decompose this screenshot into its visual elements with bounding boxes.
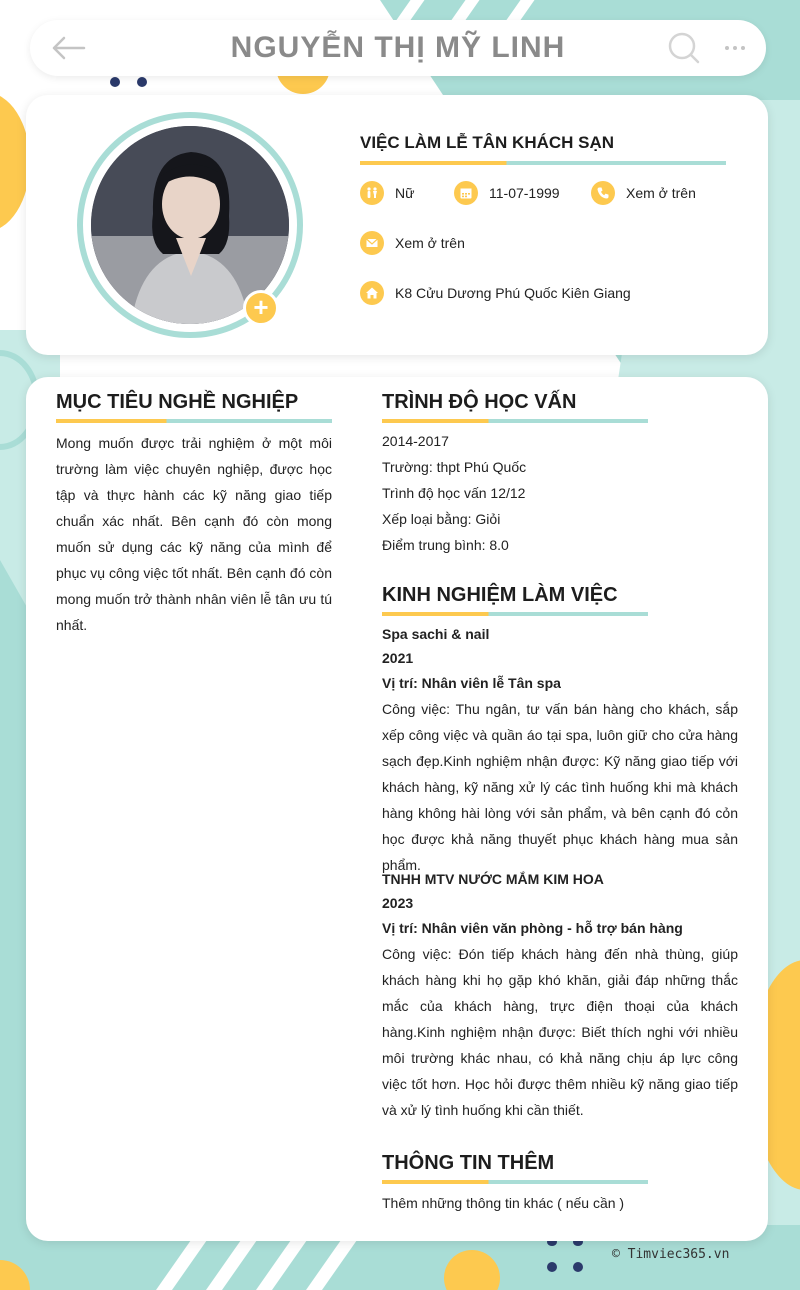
experience-job-2	[382, 867, 738, 1123]
phone-item	[591, 181, 696, 205]
birthday-value: 11-07-1999	[489, 185, 560, 201]
objective-text: Mong muốn được trải nghiệm ở một môi trường làm việc chuyên nghiệp, được học tập và thực hành các kỹ năng giao tiếp chuẩn xác nhất. Bên cạnh đó còn mong muốn sử dụng các kỹ năng của mình để phục vụ công việc tốt nhất. Bên cạnh đó còn mong muốn trở thành nhân viên lễ tân ưu tú nhất.	[56, 435, 332, 633]
objective-underline	[56, 419, 332, 423]
education-period: 2014-2017	[382, 433, 449, 449]
education-title: TRÌNH ĐỘ HỌC VẤN	[382, 391, 577, 413]
job-year: 2021	[382, 650, 414, 666]
job-description: Công việc: Thu ngân, tư vấn bán hàng cho khách, sắp xếp công việc và quần áo tại spa, luôn giữ cho cửa hàng sạch đẹp.Kinh nghiệm nhận được: Kỹ năng giao tiếp với khách hàng, kỹ năng xử lý các tình huống khi mà khách hàng không hài lòng với sản phẩm, và bên cạnh đó cỏn học được khả năng thuyết phục khách hàng mua sản phẩm.	[382, 701, 738, 873]
gender-item	[360, 181, 414, 205]
profile-card	[26, 95, 768, 355]
education-gpa: Điểm trung bình: 8.0	[382, 537, 509, 553]
header-bar	[30, 20, 766, 76]
job-year: 2023	[382, 895, 414, 911]
education-school: Trường: thpt Phú Quốc	[382, 459, 527, 475]
education-rank: Xếp loại bằng: Giỏi	[382, 511, 501, 527]
education-underline	[382, 419, 648, 423]
gender-value: Nữ	[395, 185, 415, 201]
search-icon[interactable]	[666, 30, 702, 66]
education-details	[382, 428, 738, 558]
experience-underline	[382, 612, 648, 616]
additional-underline	[382, 1180, 648, 1184]
email-item	[360, 231, 465, 255]
copyright: © Timviec365.vn	[612, 1247, 730, 1262]
additional-text: Thêm những thông tin khác ( nếu cần )	[382, 1195, 625, 1211]
candidate-name: NGUYỄN THỊ MỸ LINH	[230, 31, 566, 64]
job-title-underline	[360, 161, 726, 165]
email-value: Xem ở trên	[395, 235, 465, 251]
job-position: Vị trí: Nhân viên văn phòng - hỗ trợ bán hàng	[382, 920, 683, 936]
phone-value: Xem ở trên	[626, 185, 696, 201]
navy-dot	[137, 77, 147, 87]
phone-icon	[591, 181, 615, 205]
home-icon	[360, 281, 384, 305]
navy-dot	[573, 1262, 583, 1272]
experience-job-1	[382, 622, 738, 878]
experience-title: KINH NGHIỆM LÀM VIỆC	[382, 584, 618, 606]
job-description: Công việc: Đón tiếp khách hàng đến nhà thùng, giúp khách hàng khi họ gặp khó khăn, giải đáp những thắc mắc của khách hàng, trực điện thoại của khách hàng.Kinh nghiệm nhận được: Biết thích nghi với nhiều môi trường khác nhau, có khả năng chịu áp lực công việc tốt hơn. Học hỏi được thêm nhiều kỹ năng giao tiếp và xử lý tình huống khi cần thiết.	[382, 946, 738, 1118]
calendar-icon	[454, 181, 478, 205]
main-card	[26, 377, 768, 1241]
back-arrow-icon[interactable]	[48, 32, 88, 64]
more-icon[interactable]	[720, 37, 750, 59]
job-position: Vị trí: Nhân viên lễ Tân spa	[382, 675, 561, 691]
job-title: VIỆC LÀM LỄ TÂN KHÁCH SẠN	[360, 133, 615, 152]
navy-dot	[547, 1262, 557, 1272]
education-level: Trình độ học vấn 12/12	[382, 485, 526, 501]
gender-icon	[360, 181, 384, 205]
address-item	[360, 281, 631, 305]
navy-dot	[110, 77, 120, 87]
objective-title: MỤC TIÊU NGHỀ NGHIỆP	[56, 391, 299, 413]
birthday-item	[454, 181, 560, 205]
add-photo-button[interactable]: +	[243, 290, 279, 326]
job-company: Spa sachi & nail	[382, 626, 490, 642]
email-icon	[360, 231, 384, 255]
job-company: TNHH MTV NƯỚC MẮM KIM HOA	[382, 871, 604, 887]
additional-title: THÔNG TIN THÊM	[382, 1152, 555, 1174]
address-value: K8 Cửu Dương Phú Quốc Kiên Giang	[395, 285, 631, 301]
